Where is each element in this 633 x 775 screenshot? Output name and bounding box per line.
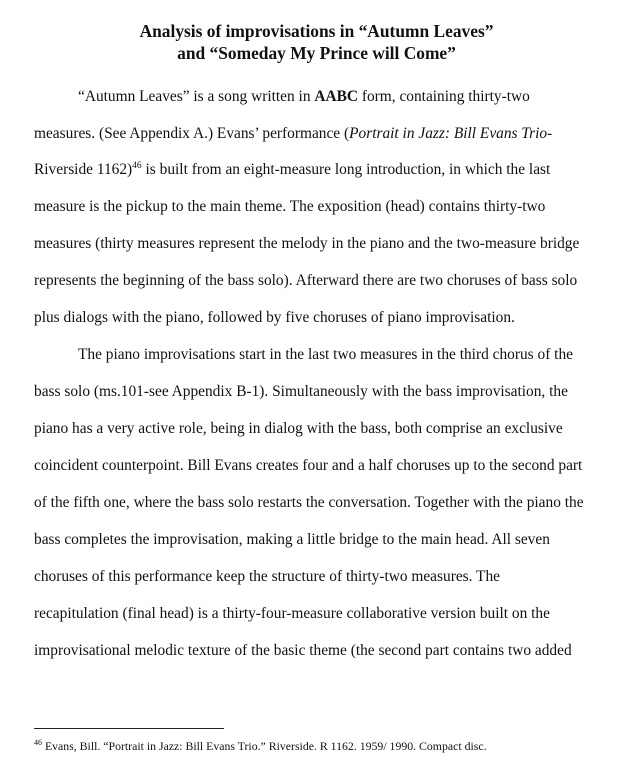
- album-title-italic: Portrait in Jazz: Bill Evans Trio-: [349, 125, 553, 142]
- text-run: measures. (See Appendix A.) Evans’ performance (: [34, 125, 350, 142]
- paragraph-2-line-3: piano has a very active role, being in dialog with the bass, both comprise an exclusive: [34, 420, 563, 437]
- paragraph-1-line-7: plus dialogs with the piano, followed by five choruses of piano improvisation.: [34, 309, 515, 326]
- footnote: [34, 739, 487, 753]
- paragraph-2-line-6: bass completes the improvisation, making a little bridge to the main head. All seven: [34, 531, 550, 548]
- paragraph-1-line-1: [78, 87, 530, 107]
- paragraph-2-line-9: improvisational melodic texture of the basic theme (the second part contains two added: [34, 642, 572, 659]
- paragraph-2-line-8: recapitulation (final head) is a thirty-four-measure collaborative version built on the: [34, 605, 550, 622]
- paragraph-2-line-4: coincident counterpoint. Bill Evans creates four and a half choruses up to the second part: [34, 457, 583, 474]
- paragraph-1-line-3: [34, 160, 550, 180]
- footnote-text: Evans, Bill. “Portrait in Jazz: Bill Evans Trio.” Riverside. R 1162. 1959/ 1990. Compact disc.: [42, 739, 487, 753]
- paragraph-1-line-4: measure is the pickup to the main theme. The exposition (head) contains thirty-two: [34, 198, 546, 215]
- paragraph-1-line-5: measures (thirty measures represent the melody in the piano and the two-measure bridge: [34, 235, 580, 252]
- paragraph-2-line-1: The piano improvisations start in the last two measures in the third chorus of the: [78, 346, 573, 363]
- title-line-1: Analysis of improvisations in “Autumn Leaves”: [139, 21, 494, 41]
- paragraph-1-line-2: [34, 124, 552, 144]
- text-run: “Autumn Leaves” is a song written in: [78, 88, 315, 105]
- paragraph-1-line-6: represents the beginning of the bass solo). Afterward there are two choruses of bass solo: [34, 272, 578, 289]
- form-label-bold: AABC: [314, 88, 358, 105]
- text-run: Riverside 1162): [34, 161, 133, 178]
- paragraph-2-line-7: choruses of this performance keep the structure of thirty-two measures. The: [34, 568, 500, 585]
- paragraph-2-line-5: of the fifth one, where the bass solo restarts the conversation. Together with the piano the: [34, 494, 584, 511]
- footnote-reference: 46: [132, 161, 142, 171]
- text-run: is built from an eight-measure long introduction, in which the last: [141, 161, 551, 178]
- paragraph-2-line-2: bass solo (ms.101-see Appendix B-1). Simultaneously with the bass improvisation, the: [34, 383, 568, 400]
- title-line-2: and “Someday My Prince will Come”: [177, 43, 456, 63]
- footnote-divider: [34, 728, 224, 729]
- footnote-number: 46: [34, 738, 42, 747]
- text-run: form, containing thirty-two: [357, 88, 530, 105]
